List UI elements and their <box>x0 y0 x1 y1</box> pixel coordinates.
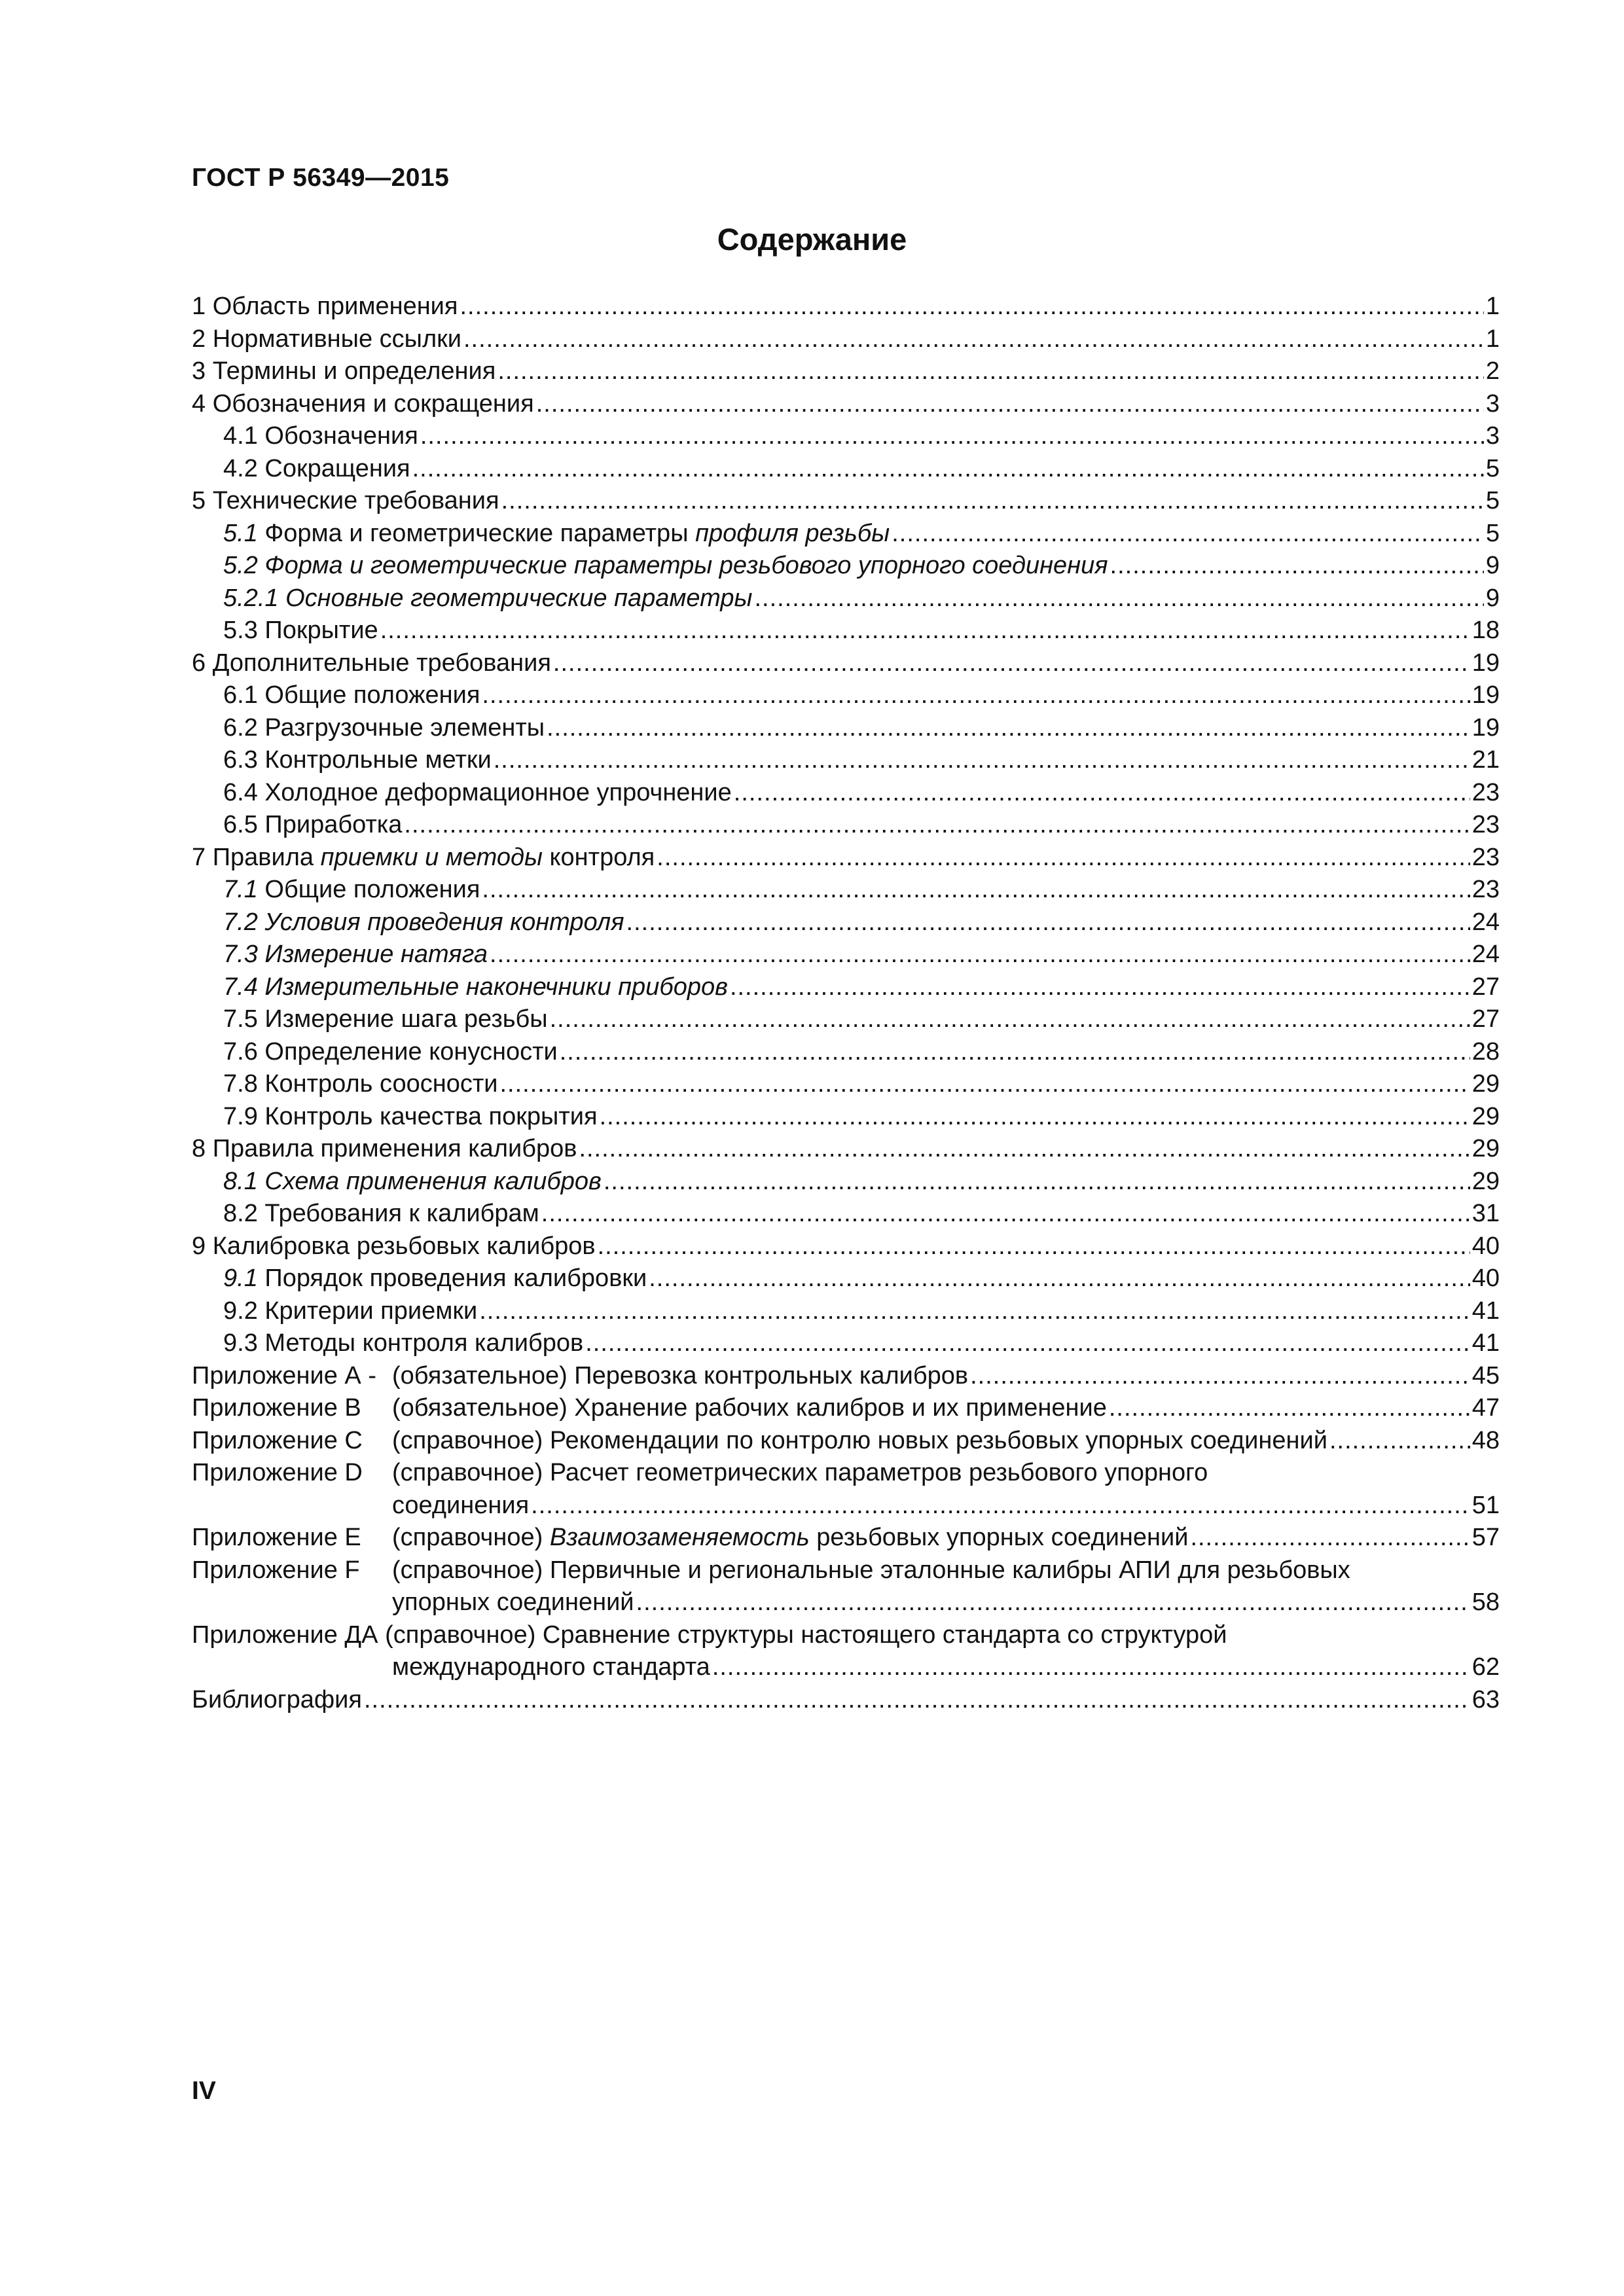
toc-entry-page: 23 <box>1471 778 1500 806</box>
appendix-title-continued: упорных соединений <box>392 1588 634 1616</box>
dot-leader <box>550 1003 1470 1036</box>
appendix-title-end: резьбовых упорных соединений <box>816 1524 1189 1551</box>
appendix-page: 58 <box>1471 1588 1500 1616</box>
toc-entry[interactable] <box>192 1101 1500 1134</box>
toc-entry-title: Обозначения и сокращения <box>212 389 534 418</box>
toc-entry-title: Область применения <box>212 293 458 320</box>
dot-leader <box>636 1587 1470 1619</box>
toc-entry-page: 28 <box>1471 1037 1500 1066</box>
dot-leader <box>463 323 1484 356</box>
toc-entry-number: 9 <box>192 1232 206 1260</box>
toc-bibliography-entry[interactable] <box>192 1684 1500 1717</box>
dot-leader <box>585 1327 1470 1360</box>
appendix-label: Приложение ДА <box>192 1621 378 1649</box>
toc-entry-title-end: контроля <box>549 843 655 871</box>
appendix-page: 62 <box>1471 1653 1500 1681</box>
toc-entry-page: 31 <box>1471 1200 1500 1227</box>
appendix-page: 51 <box>1471 1491 1500 1519</box>
toc-entry-page: 29 <box>1471 1070 1500 1098</box>
toc-entry-title: Измерительные наконечники приборов <box>264 973 728 1001</box>
toc-entry-page: 29 <box>1471 1102 1500 1130</box>
appendix-title: (справочное) Первичные и региональные эталонные калибры АПИ для резьбовых <box>392 1556 1350 1584</box>
dot-leader <box>531 1490 1470 1522</box>
toc-entry[interactable] <box>192 1068 1500 1101</box>
toc-entry-title: Определение конусности <box>264 1037 558 1066</box>
toc-entry[interactable] <box>192 1198 1500 1230</box>
bibliography-title: Библиография <box>192 1685 362 1713</box>
toc-appendix-entry[interactable] <box>192 1457 1500 1522</box>
toc-entry-number: 4.2 <box>223 454 258 482</box>
dot-leader <box>494 744 1470 777</box>
toc-entry-page: 23 <box>1471 843 1500 871</box>
toc-entry-number: 5.2.1 <box>223 584 279 612</box>
toc-entry-title: Общие положения <box>264 876 480 903</box>
dot-leader <box>892 518 1484 550</box>
toc-entry[interactable] <box>192 971 1500 1004</box>
toc-entry[interactable] <box>192 485 1500 518</box>
toc-entry-title: Методы контроля калибров <box>264 1329 584 1357</box>
dot-leader <box>482 874 1470 906</box>
toc-entry-number: 5.1 <box>223 519 258 547</box>
dot-leader <box>547 712 1470 745</box>
toc-entry-page: 1 <box>1485 325 1500 353</box>
toc-entry[interactable] <box>192 1327 1500 1360</box>
toc-entry-number: 5 <box>192 487 206 514</box>
dot-leader <box>553 647 1470 680</box>
appendix-label: Приложение А - <box>192 1361 376 1390</box>
toc-entry-title: Измерение шага резьбы <box>264 1005 548 1033</box>
toc-entry-title: Схема применения калибров <box>264 1167 602 1195</box>
dot-leader <box>501 485 1484 518</box>
toc-entry-title: Приработка <box>264 811 403 838</box>
toc-entry-number: 9.1 <box>223 1265 258 1292</box>
appendix-title: (справочное) Расчет геометрических параметров резьбового упорного <box>392 1459 1208 1486</box>
toc-entry-page: 5 <box>1485 454 1500 482</box>
appendix-title: (обязательное) Хранение рабочих калибров и их применение <box>392 1394 1107 1422</box>
dot-leader <box>412 453 1484 486</box>
dot-leader <box>479 1295 1470 1328</box>
dot-leader <box>579 1133 1470 1166</box>
toc-entry-number: 6.1 <box>223 681 258 709</box>
toc-entry-page: 24 <box>1471 908 1500 936</box>
dot-leader <box>536 388 1484 421</box>
toc-entry-page: 5 <box>1485 487 1500 514</box>
dot-leader <box>754 583 1483 615</box>
toc-entry-number: 6.4 <box>223 778 258 806</box>
dot-leader <box>380 615 1470 647</box>
toc-entry-number: 7.5 <box>223 1005 258 1033</box>
toc-appendix-entry[interactable] <box>192 1425 1500 1458</box>
dot-leader <box>364 1684 1470 1717</box>
appendix-title-continued: соединения <box>392 1491 530 1519</box>
toc-entry-number: 7.9 <box>223 1102 258 1130</box>
dot-leader <box>626 906 1470 939</box>
toc-entry-title: Контроль качества покрытия <box>264 1102 598 1130</box>
toc-entry-page: 41 <box>1471 1329 1500 1357</box>
toc-entry[interactable] <box>192 874 1500 906</box>
toc-entry-number: 7.8 <box>223 1070 258 1098</box>
toc-entry-title: Контроль соосности <box>264 1070 498 1098</box>
toc-entry[interactable] <box>192 453 1500 486</box>
toc-entry-title: Форма и геометрические параметры <box>264 519 689 547</box>
toc-entry[interactable] <box>192 615 1500 647</box>
toc-entry-page: 19 <box>1471 713 1500 742</box>
toc-entry-page: 29 <box>1471 1167 1500 1195</box>
toc-entry[interactable] <box>192 291 1500 323</box>
toc-entry[interactable] <box>192 1166 1500 1198</box>
appendix-label: Приложение В <box>192 1394 361 1422</box>
toc-entry-number: 6.5 <box>223 811 258 838</box>
toc-entry-number: 7.3 <box>223 941 258 968</box>
toc-entry-number: 9.3 <box>223 1329 258 1357</box>
toc-entry-title-italic: профиля резьбы <box>695 519 890 547</box>
toc-entry[interactable] <box>192 1003 1500 1036</box>
toc-entry-page: 21 <box>1471 746 1500 774</box>
toc-entry[interactable] <box>192 679 1500 712</box>
toc-entry-title: Разгрузочные элементы <box>264 713 545 742</box>
toc-entry[interactable] <box>192 939 1500 971</box>
toc-entry-page: 2 <box>1485 357 1500 385</box>
toc-entry[interactable] <box>192 1295 1500 1328</box>
toc-entry-title: Условия проведения контроля <box>264 908 624 936</box>
dot-leader <box>497 355 1484 388</box>
toc-entry-number: 7.1 <box>223 876 258 903</box>
toc-entry-title: Холодное деформационное упрочнение <box>264 778 732 806</box>
toc-appendix-entry[interactable] <box>192 1619 1500 1684</box>
dot-leader <box>657 842 1470 874</box>
toc-entry-title: Требования к калибрам <box>264 1200 539 1227</box>
toc-entry-title: Измерение натяга <box>264 941 488 968</box>
toc-entry[interactable] <box>192 583 1500 615</box>
toc-entry-number: 5.3 <box>223 617 258 644</box>
toc-entry-page: 29 <box>1471 1135 1500 1162</box>
toc-entry-page: 40 <box>1471 1265 1500 1292</box>
dot-leader <box>649 1263 1470 1295</box>
toc-entry[interactable] <box>192 388 1500 421</box>
toc-entry[interactable] <box>192 420 1500 453</box>
toc-entry-page: 19 <box>1471 681 1500 709</box>
toc-entry-page: 27 <box>1471 1005 1500 1033</box>
toc-entry-title: Калибровка резьбовых калибров <box>212 1232 596 1260</box>
toc-appendix-entry[interactable] <box>192 1360 1500 1393</box>
toc-entry[interactable] <box>192 550 1500 583</box>
toc-entry-number: 7 <box>192 843 206 871</box>
dot-leader <box>541 1198 1470 1230</box>
toc-entry[interactable] <box>192 1133 1500 1166</box>
toc-entry-page: 41 <box>1471 1297 1500 1325</box>
toc-entry-number: 3 <box>192 357 206 385</box>
appendix-page: 45 <box>1471 1361 1500 1390</box>
toc-entry-page: 1 <box>1485 293 1500 320</box>
dot-leader <box>420 420 1484 453</box>
toc-entry-number: 8 <box>192 1135 206 1162</box>
toc-entry[interactable] <box>192 1263 1500 1295</box>
toc-entry-page: 40 <box>1471 1232 1500 1260</box>
toc-entry[interactable] <box>192 906 1500 939</box>
toc-entry[interactable] <box>192 744 1500 777</box>
appendix-title-italic: Взаимозаменяемость <box>549 1524 810 1551</box>
toc-entry-title: Форма и геометрические параметры резьбового упорного соединения <box>264 552 1108 579</box>
toc-entry-title: Термины и определения <box>212 357 496 385</box>
toc-entry-title: Общие положения <box>264 681 480 709</box>
table-of-contents <box>192 291 1500 1716</box>
toc-entry-number: 6 <box>192 649 206 677</box>
dot-leader <box>712 1651 1470 1684</box>
dot-leader <box>1109 1392 1470 1425</box>
toc-entry-title: Правила <box>212 843 314 871</box>
toc-entry-title: Правила применения калибров <box>212 1135 577 1162</box>
toc-entry[interactable] <box>192 323 1500 356</box>
toc-entry-title: Технические требования <box>212 487 499 514</box>
toc-entry-title: Основные геометрические параметры <box>285 584 753 612</box>
toc-entry-page: 9 <box>1485 552 1500 579</box>
dot-leader <box>730 971 1470 1004</box>
toc-entry-title: Нормативные ссылки <box>212 325 461 353</box>
toc-entry-title: Обозначения <box>264 422 418 450</box>
toc-entry[interactable] <box>192 809 1500 842</box>
toc-entry-title: Сокращения <box>264 454 410 482</box>
toc-appendix-entry[interactable] <box>192 1392 1500 1425</box>
toc-entry-number: 7.4 <box>223 973 258 1001</box>
dot-leader <box>404 809 1470 842</box>
dot-leader <box>499 1068 1470 1101</box>
appendix-page: 48 <box>1471 1426 1500 1454</box>
toc-entry-number: 4.1 <box>223 422 258 450</box>
appendix-title: (обязательное) Перевозка контрольных калибров <box>392 1361 969 1390</box>
toc-entry-title: Критерии приемки <box>264 1297 478 1325</box>
dot-leader <box>460 291 1484 323</box>
toc-entry-page: 23 <box>1471 876 1500 903</box>
dot-leader <box>734 777 1470 810</box>
appendix-label: Приложение С <box>192 1426 363 1454</box>
appendix-label: Приложение Е <box>192 1524 361 1551</box>
toc-entry-number: 8.1 <box>223 1167 258 1195</box>
toc-entry-page: 27 <box>1471 973 1500 1001</box>
toc-entry-number: 9.2 <box>223 1297 258 1325</box>
toc-entry-title-italic: приемки и методы <box>320 843 543 871</box>
appendix-title: (справочное) Сравнение структуры настоящего стандарта со структурой <box>385 1621 1227 1649</box>
dot-leader <box>970 1360 1470 1393</box>
dot-leader <box>482 679 1470 712</box>
appendix-title: (справочное) Рекомендации по контролю новых резьбовых упорных соединений <box>392 1426 1327 1454</box>
dot-leader <box>1329 1425 1470 1458</box>
bibliography-page: 63 <box>1471 1685 1500 1713</box>
toc-entry-page: 18 <box>1471 617 1500 644</box>
toc-entry[interactable] <box>192 518 1500 550</box>
appendix-title: (справочное) <box>392 1524 543 1551</box>
toc-entry[interactable] <box>192 777 1500 810</box>
dot-leader <box>600 1101 1470 1134</box>
toc-entry-number: 2 <box>192 325 206 353</box>
toc-entry[interactable] <box>192 1230 1500 1263</box>
dot-leader <box>490 939 1470 971</box>
toc-entry[interactable] <box>192 647 1500 680</box>
toc-entry-page: 3 <box>1485 389 1500 418</box>
toc-entry-number: 8.2 <box>223 1200 258 1227</box>
toc-entry-number: 6.2 <box>223 713 258 742</box>
toc-entry[interactable] <box>192 842 1500 874</box>
toc-entry-title: Контрольные метки <box>264 746 492 774</box>
toc-appendix-entry[interactable] <box>192 1554 1500 1619</box>
toc-entry[interactable] <box>192 1036 1500 1069</box>
document-code: ГОСТ Р 56349—2015 <box>192 164 450 192</box>
toc-entry-page: 5 <box>1485 519 1500 547</box>
toc-entry-title: Покрытие <box>264 617 378 644</box>
dot-leader <box>560 1036 1470 1069</box>
appendix-page: 57 <box>1471 1524 1500 1551</box>
toc-entry[interactable] <box>192 355 1500 388</box>
toc-title: Содержание <box>717 222 907 257</box>
toc-appendix-entry[interactable] <box>192 1522 1500 1554</box>
dot-leader <box>598 1230 1470 1263</box>
toc-entry[interactable] <box>192 712 1500 745</box>
toc-entry-number: 7.2 <box>223 908 258 936</box>
appendix-label: Приложение F <box>192 1556 360 1584</box>
toc-entry-page: 23 <box>1471 811 1500 838</box>
toc-entry-page: 3 <box>1485 422 1500 450</box>
dot-leader <box>604 1166 1470 1198</box>
toc-entry-number: 7.6 <box>223 1037 258 1066</box>
appendix-title-continued: международного стандарта <box>392 1653 710 1681</box>
toc-entry-number: 1 <box>192 293 206 320</box>
dot-leader <box>1110 550 1484 583</box>
toc-entry-number: 4 <box>192 389 206 418</box>
toc-entry-number: 6.3 <box>223 746 258 774</box>
page-number: IV <box>192 2077 216 2105</box>
toc-entry-title: Дополнительные требования <box>212 649 551 677</box>
toc-entry-page: 19 <box>1471 649 1500 677</box>
toc-entry-title: Порядок проведения калибровки <box>264 1265 647 1292</box>
appendix-page: 47 <box>1471 1394 1500 1422</box>
appendix-label: Приложение D <box>192 1459 363 1486</box>
toc-entry-number: 5.2 <box>223 552 258 579</box>
toc-entry-page: 24 <box>1471 941 1500 968</box>
toc-entry-page: 9 <box>1485 584 1500 612</box>
dot-leader <box>1190 1522 1470 1554</box>
